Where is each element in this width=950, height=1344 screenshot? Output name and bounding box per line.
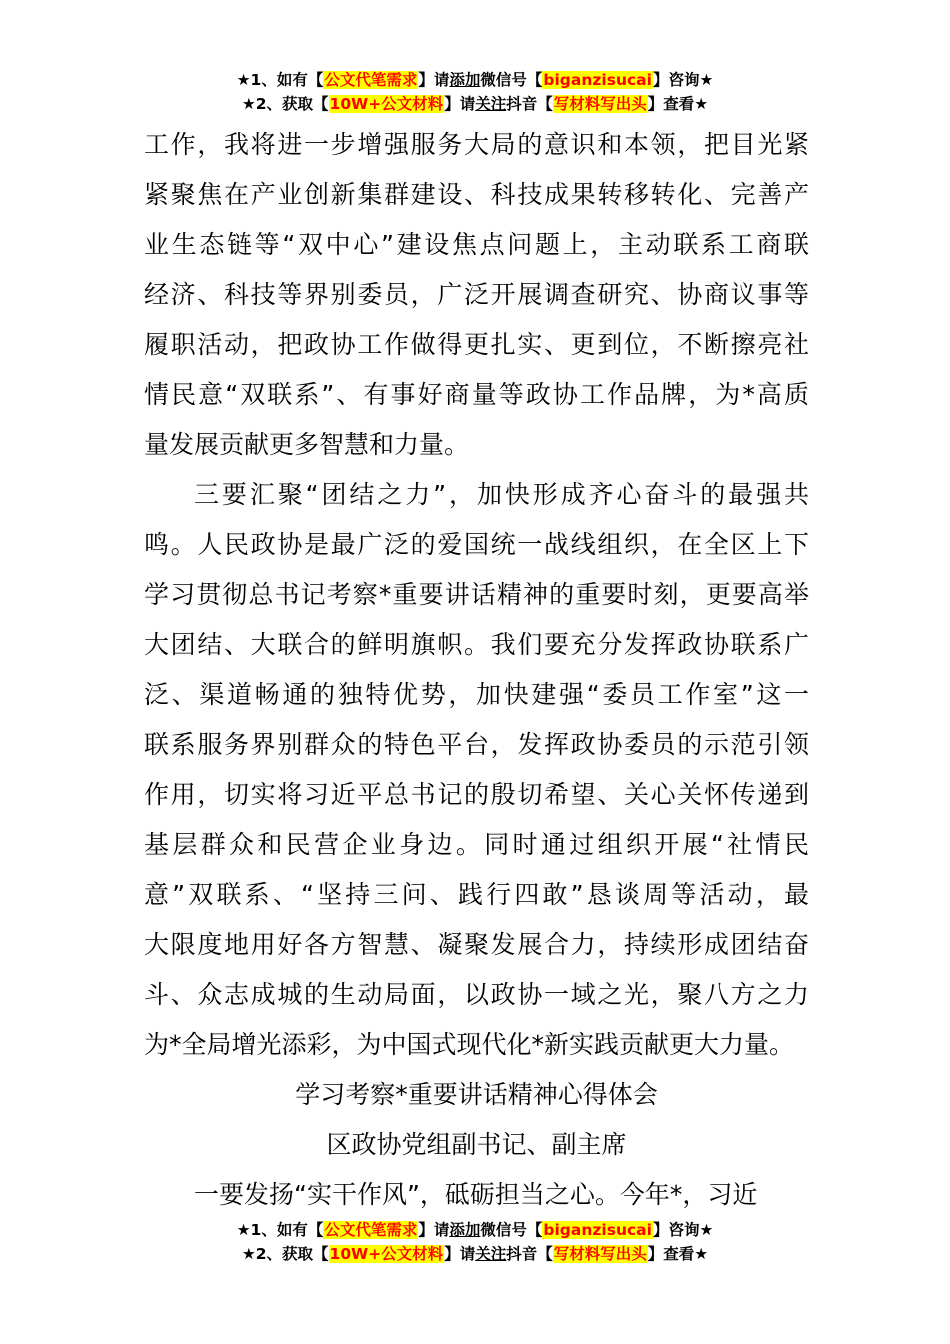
body-line: 履职活动，把政协工作做得更扎实、更到位，不断擦亮社	[144, 330, 809, 359]
body-line: 基层群众和民营企业身边。同时通过组织开展“社情民	[144, 830, 809, 859]
banner-line-2-prefix: ★2、获取【	[241, 1245, 329, 1263]
body-line: 泛、渠道畅通的独特优势，加快建强“委员工作室”这一	[144, 680, 809, 709]
footer-banner	[0, 1218, 950, 1266]
banner-line-2-mid2: 抖音【	[506, 95, 553, 113]
section-title: 学习考察*重要讲话精神心得体会	[295, 1080, 658, 1109]
body-line: 学习贯彻总书记考察*重要讲话精神的重要时刻，更要高举	[144, 580, 809, 609]
body-line: 情民意“双联系”、有事好商量等政协工作品牌，为*高质	[144, 380, 809, 409]
banner-line-1	[0, 68, 950, 92]
banner-underline-follow: 关注	[475, 95, 507, 113]
banner-line-1-suffix: 】咨询★	[652, 1221, 714, 1239]
banner-line-2-suffix: 】查看★	[647, 1245, 709, 1263]
banner-underline-follow: 关注	[475, 1245, 507, 1263]
banner-line-2-mid2: 抖音【	[506, 1245, 553, 1263]
author-line: 区政协党组副书记、副主席	[326, 1130, 627, 1159]
body-line: 大团结、大联合的鲜明旗帜。我们要充分发挥政协联系广	[144, 630, 809, 659]
body-line: 业生态链等“双中心”建设焦点问题上，主动联系工商联	[144, 230, 809, 259]
banner-line-1-prefix: ★1、如有【	[236, 1221, 324, 1239]
banner-line-2-mid1: 】请	[444, 1245, 476, 1263]
body-line: 量发展贡献更多智慧和力量。	[144, 430, 470, 459]
banner-line-1-mid2: 微信号【	[480, 1221, 543, 1239]
body-line: 斗、众志成城的生动局面，以政协一域之光，聚八方之力	[144, 980, 809, 1009]
banner-line-2	[0, 92, 950, 116]
body-line: 意”双联系、“坚持三问、践行四敢”恳谈周等活动，最	[144, 880, 809, 909]
banner-highlight-wechat-id: biganzisucai	[543, 1221, 652, 1239]
banner-line-2-prefix: ★2、获取【	[241, 95, 329, 113]
banner-underline-add: 添加	[449, 1221, 481, 1239]
header-banner	[0, 68, 950, 116]
body-line: 为*全局增光添彩，为中国式现代化*新实践贡献更大力量。	[144, 1030, 795, 1059]
banner-line-1-mid1: 】请	[418, 71, 450, 89]
body-line: 工作，我将进一步增强服务大局的意识和本领，把目光紧	[144, 130, 809, 159]
body-line: 联系服务界别群众的特色平台，发挥政协委员的示范引领	[144, 730, 809, 759]
body-line: 一要发扬“实干作风”，砥砺担当之心。今年*，习近	[194, 1180, 758, 1209]
banner-line-1	[0, 1218, 950, 1242]
banner-line-1-prefix: ★1、如有【	[236, 71, 324, 89]
banner-highlight-wechat-id: biganzisucai	[543, 71, 652, 89]
banner-line-1-mid2: 微信号【	[480, 71, 543, 89]
banner-line-2-mid1: 】请	[444, 95, 476, 113]
banner-highlight-service: 公文代笔需求	[324, 1221, 418, 1239]
banner-highlight-materials: 10W+公文材料	[329, 95, 444, 113]
body-line: 鸣。人民政协是最广泛的爱国统一战线组织，在全区上下	[144, 530, 809, 559]
banner-highlight-douyin: 写材料写出头	[553, 95, 647, 113]
banner-line-1-suffix: 】咨询★	[652, 71, 714, 89]
banner-line-2-suffix: 】查看★	[647, 95, 709, 113]
body-line: 经济、科技等界别委员，广泛开展调查研究、协商议事等	[144, 280, 809, 309]
banner-highlight-douyin: 写材料写出头	[553, 1245, 647, 1263]
document-body	[144, 120, 809, 1220]
banner-line-2	[0, 1242, 950, 1266]
body-line: 紧聚焦在产业创新集群建设、科技成果转移转化、完善产	[144, 180, 809, 209]
body-line: 作用，切实将习近平总书记的殷切希望、关心关怀传递到	[144, 780, 809, 809]
banner-highlight-materials: 10W+公文材料	[329, 1245, 444, 1263]
banner-highlight-service: 公文代笔需求	[324, 71, 418, 89]
body-line: 三要汇聚“团结之力”，加快形成齐心奋斗的最强共	[194, 480, 809, 509]
banner-underline-add: 添加	[449, 71, 481, 89]
banner-line-1-mid1: 】请	[418, 1221, 450, 1239]
body-line: 大限度地用好各方智慧、凝聚发展合力，持续形成团结奋	[144, 930, 809, 959]
